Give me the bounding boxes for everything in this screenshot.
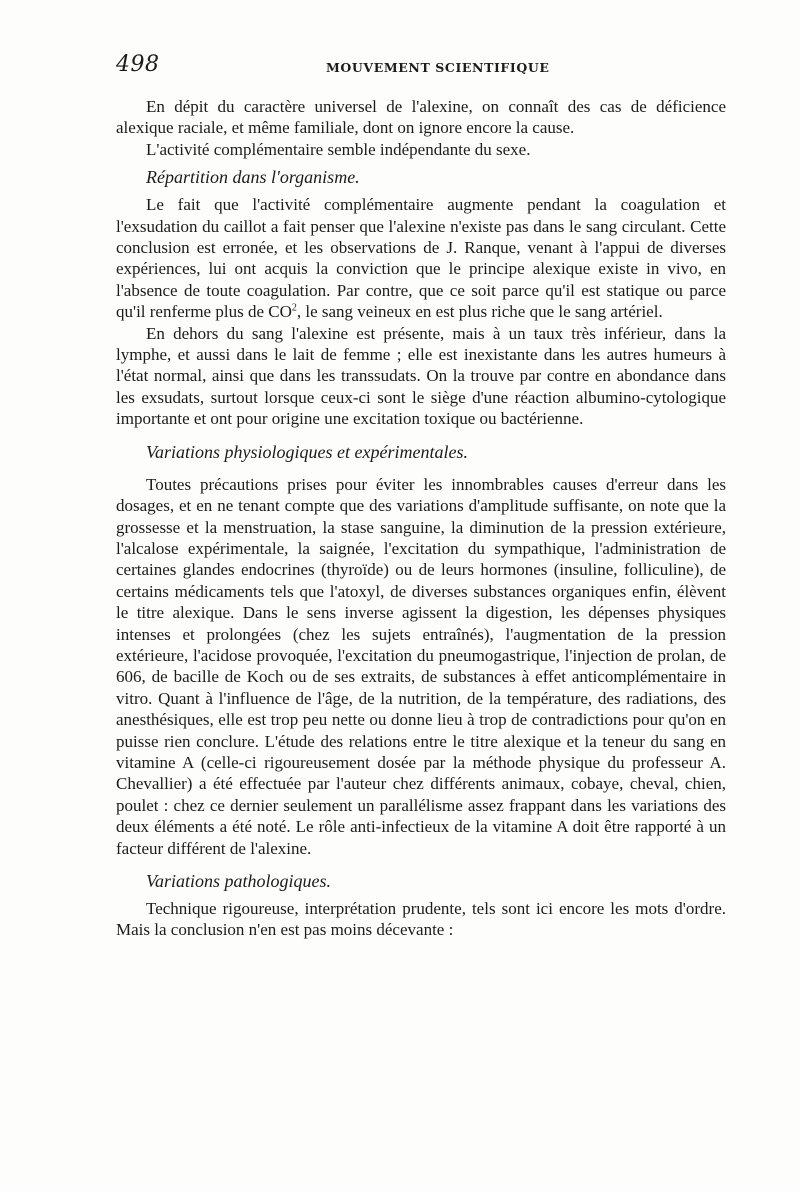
paragraph-coagulation	[116, 194, 726, 322]
co2-subscript: 2	[291, 302, 297, 314]
paragraph-technique: Technique rigoureuse, interprétation prudente, tels sont ici encore les mots d'ordre. Mais la conclusion n'en est pas moins décevante :	[116, 899, 726, 940]
paragraph-variations: Toutes précautions prises pour éviter les innombrables causes d'erreur dans les dosages, et en ne tenant compte que des variations d'amplitude suffisante, on note que la grossesse et la menstruation, la stase sanguine, la diminution de la pression extérieure, l'alcalose expérimentale, la saignée, l'excitation du sympathique, l'administration de certaines glandes endocrines (thyroïde) ou de leurs hormones (insuline, folliculine), de certains médicaments tels que l'atoxyl, de diverses substances organiques enfin, élèvent le titre alexique. Dans le sens inverse agissent la digestion, les dépenses physiques intenses et prolongées (chez les sujets entraînés), l'augmentation de la pression extérieure, l'acidose provoquée, l'excitation du pneumogastrique, l'injection de prolan, de 606, de bacille de Koch ou de ses extraits, de substances à effet anticomplémentaire in vitro. Quant à l'influence de l'âge, de la nutrition, de la température, des radiations, des anesthésiques, elle est trop peu nette ou donne lieu à trop de contradictions pour qu'on en puisse rien conclure. L'étude des relations entre le titre alexique et la teneur du sang en vitamine A (celle-ci rigoureusement dosée par la méthode physique du professeur A. Chevallier) a été effectuée par l'auteur chez différents animaux, cobaye, cheval, chien, poulet : chez ce dernier seulement un parallélisme assez frappant dans les variations des deux éléments a été noté. Le rôle anti-infectieux de la vitamine A doit être rapporté à un facteur différent de l'alexine.	[116, 474, 726, 858]
paragraph-coagulation-text-b: , le sang veineux en est plus riche que le sang artériel.	[296, 302, 663, 322]
paragraph-coagulation-text-a: Le fait que l'activité complémentaire augmente pendant la coagulation et l'exsudation du caillot a fait penser que l'alexine n'existe pas dans le sang circulant. Cette conclusion est erronée, et les observations de J. Ranque, venant à l'appui de diverses expériences, lui ont acquis la conviction que le principe alexique existe in vivo, en l'absence de toute coagulation. Par contre, que ce soit parce qu'il est statique ou parce qu'il renferme plus de CO	[116, 195, 726, 322]
section-heading-variations-physiologiques: Variations physiologiques et expérimentales.	[146, 441, 468, 462]
paragraph-alexine-deficiency: En dépit du caractère universel de l'alexine, on connaît des cas de déficience alexique raciale, et même familiale, dont on ignore encore la cause.	[116, 97, 726, 138]
page-header	[116, 52, 726, 86]
paragraph-outside-blood: En dehors du sang l'alexine est présente, mais à un taux très inférieur, dans la lymphe, et aussi dans le lait de femme ; elle est inexistante dans les autres humeurs à l'état normal, ainsi que dans les transsudats. On la trouve par contre en abondance dans les exsudats, surtout lorsque ceux-ci sont le siège d'une réaction albumino-cytologique importante et ont pour origine une excitation toxique ou bactérienne.	[116, 323, 726, 429]
section-heading-repartition: Répartition dans l'organisme.	[146, 167, 360, 188]
paragraph-sex-independence: L'activité complémentaire semble indépendante du sexe.	[146, 139, 531, 159]
running-title: MOUVEMENT SCIENTIFIQUE	[326, 60, 550, 75]
page-number: 498	[116, 52, 160, 77]
body-text	[116, 96, 726, 941]
section-heading-variations-pathologiques: Variations pathologiques.	[146, 871, 332, 891]
